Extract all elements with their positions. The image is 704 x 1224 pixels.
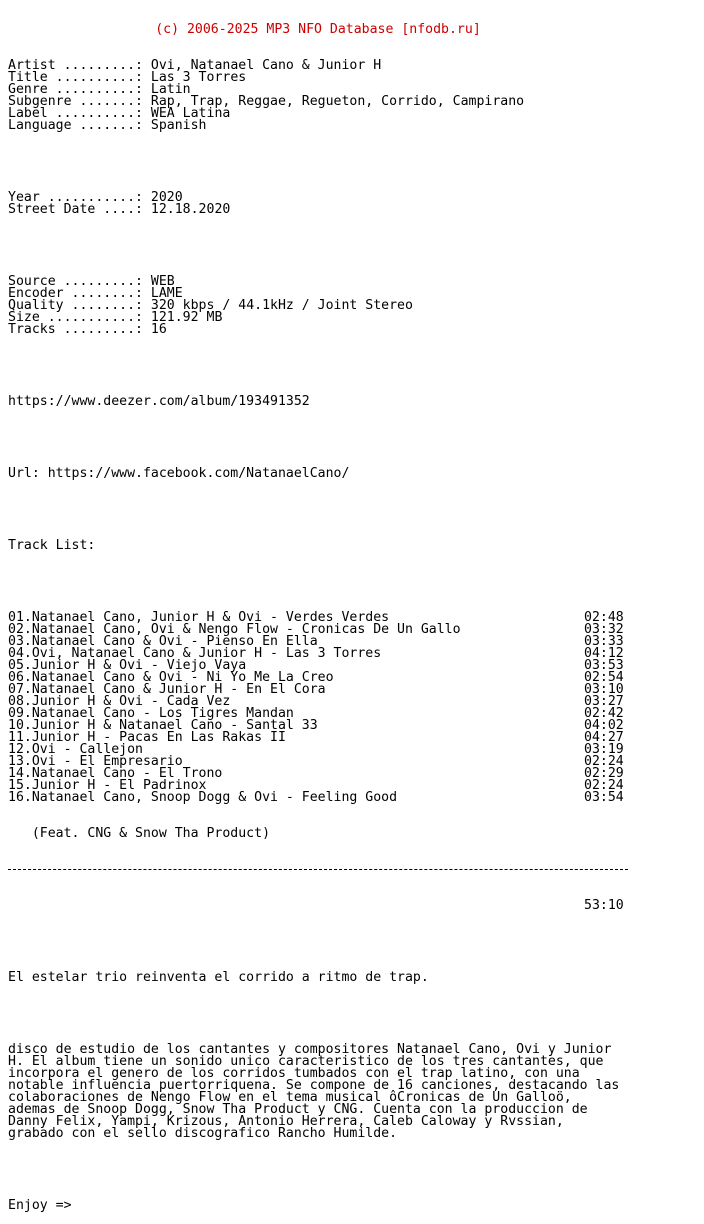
track-title: 09.Natanael Cano - Los Tigres Mandan <box>8 706 294 721</box>
info-value: WEB <box>150 274 175 289</box>
blank-line <box>8 1164 628 1176</box>
track-duration: 03:53 <box>584 658 624 673</box>
blank-line <box>8 240 628 252</box>
track-duration: 03:19 <box>584 742 624 757</box>
info-value: Latin <box>150 82 191 97</box>
track-title: 10.Junior H & Natanael Cano - Santal 33 <box>8 718 318 733</box>
description-line: incorpora el genero de los corridos tumbados con el trap latino, con una <box>8 1066 580 1081</box>
info-value: 320 kbps / 44.1kHz / Joint Stereo <box>150 298 413 313</box>
track-duration: 03:10 <box>584 682 624 697</box>
info-label: Label ..........: <box>8 106 151 121</box>
info-value: Rap, Trap, Reggae, Regueton, Corrido, Campirano <box>150 94 525 109</box>
deezer-link[interactable]: https://www.deezer.com/album/193491352 <box>8 394 310 409</box>
blank-line <box>8 432 628 444</box>
info-label: Subgenre .......: <box>8 94 151 109</box>
info-value: 2020 <box>150 190 183 205</box>
blank-line <box>8 360 628 372</box>
track-title: 14.Natanael Cano - El Trono <box>8 766 223 781</box>
info-label: Encoder ........: <box>8 286 151 301</box>
track-duration: 04:12 <box>584 646 624 661</box>
track-duration: 02:29 <box>584 766 624 781</box>
track-title: 07.Natanael Cano & Junior H - En El Cora <box>8 682 326 697</box>
track-title: 13.Ovi - El Empresario <box>8 754 183 769</box>
track-duration: 02:24 <box>584 778 624 793</box>
info-label: Artist .........: <box>8 58 151 73</box>
date-info <box>8 192 628 216</box>
blank-line <box>8 504 628 516</box>
info-label: Title ..........: <box>8 70 151 85</box>
technical-info <box>8 276 628 336</box>
track-duration: 04:27 <box>584 730 624 745</box>
tagline: El estelar trio reinventa el corrido a ritmo de trap. <box>8 970 429 985</box>
track-row <box>8 792 628 804</box>
info-label: Language .......: <box>8 118 151 133</box>
track-duration: 04:02 <box>584 718 624 733</box>
nfo-document <box>8 0 628 1224</box>
track-title: 03.Natanael Cano & Ovi - Pienso En Ella <box>8 634 318 649</box>
site-header: (c) 2006-2025 MP3 NFO Database [nfodb.ru] <box>155 22 481 37</box>
track-duration: 03:27 <box>584 694 624 709</box>
blank-line <box>8 1008 628 1020</box>
info-row <box>8 120 628 132</box>
divider-line <box>8 864 628 876</box>
description-line: Danny Felix, Yampi, Krizous, Antonio Herrera, Caleb Caloway y Rvssian, <box>8 1114 564 1129</box>
track-list <box>8 612 628 804</box>
info-label: Year ...........: <box>8 190 151 205</box>
info-value: 121.92 MB <box>150 310 223 325</box>
track-duration: 02:42 <box>584 706 624 721</box>
track-title: 16.Natanael Cano, Snoop Dogg & Ovi - Feeling Good <box>8 790 398 805</box>
total-duration: 53:10 <box>584 898 624 913</box>
description-line: grabado con el sello discografico Rancho Humilde. <box>8 1126 398 1141</box>
info-label: Source .........: <box>8 274 151 289</box>
description-line: disco de estudio de los cantantes y compositores Natanael Cano, Ovi y Junior <box>8 1042 612 1057</box>
track-title: 01.Natanael Cano, Junior H & Ovi - Verdes Verdes <box>8 610 390 625</box>
info-label: Tracks .........: <box>8 322 151 337</box>
info-value: WEA Latina <box>150 106 231 121</box>
track-duration: 02:24 <box>584 754 624 769</box>
info-label: Street Date ....: <box>8 202 151 217</box>
track-title: 05.Junior H & Ovi - Viejo Vaya <box>8 658 247 673</box>
track-duration: 03:32 <box>584 622 624 637</box>
description <box>8 1044 628 1140</box>
track-duration: 02:54 <box>584 670 624 685</box>
track-title: 02.Natanael Cano, Ovi & Nengo Flow - Cronicas De Un Gallo <box>8 622 461 637</box>
release-info <box>8 60 628 132</box>
info-label: Quality ........: <box>8 298 151 313</box>
facebook-link[interactable]: Url: https://www.facebook.com/NatanaelCano/ <box>8 466 350 481</box>
info-value: Las 3 Torres <box>150 70 247 85</box>
info-value: 12.18.2020 <box>150 202 231 217</box>
info-value: 16 <box>150 322 167 337</box>
info-value: Spanish <box>150 118 207 133</box>
info-label: Size ...........: <box>8 310 151 325</box>
track-duration: 03:33 <box>584 634 624 649</box>
info-row <box>8 324 628 336</box>
track-title: 06.Natanael Cano & Ovi - Ni Yo Me La Creo <box>8 670 334 685</box>
blank-line <box>8 156 628 168</box>
blank-line <box>8 576 628 588</box>
description-line: colaboraciones de Nengo Flow en el tema musical ôCronicas de Un Galloö, <box>8 1090 572 1105</box>
track-duration: 02:48 <box>584 610 624 625</box>
info-value: LAME <box>150 286 183 301</box>
track-title: 08.Junior H & Ovi - Cada Vez <box>8 694 231 709</box>
info-label: Genre ..........: <box>8 82 151 97</box>
tracklist-heading: Track List: <box>8 538 96 553</box>
info-row <box>8 204 628 216</box>
description-line: H. El album tiene un sonido unico caracteristico de los tres cantantes, que <box>8 1054 604 1069</box>
track-title: 12.Ovi - Callejon <box>8 742 143 757</box>
description-line: notable influencia puertorriquena. Se compone de 16 canciones, destacando las <box>8 1078 620 1093</box>
track-16-featuring: (Feat. CNG & Snow Tha Product) <box>8 826 271 841</box>
description-line: ademas de Snoop Dogg, Snow Tha Product y CNG. Cuenta con la produccion de <box>8 1102 588 1117</box>
track-title: 04.Ovi, Natanael Cano & Junior H - Las 3 Torres <box>8 646 382 661</box>
blank-line <box>8 936 628 948</box>
track-title: 11.Junior H - Pacas En Las Rakas II <box>8 730 286 745</box>
total-duration-row <box>8 900 628 912</box>
enjoy-text: Enjoy => <box>8 1198 72 1213</box>
track-duration: 03:54 <box>584 790 624 805</box>
info-value: Ovi, Natanael Cano & Junior H <box>150 58 382 73</box>
track-title: 15.Junior H - El Padrinox <box>8 778 207 793</box>
